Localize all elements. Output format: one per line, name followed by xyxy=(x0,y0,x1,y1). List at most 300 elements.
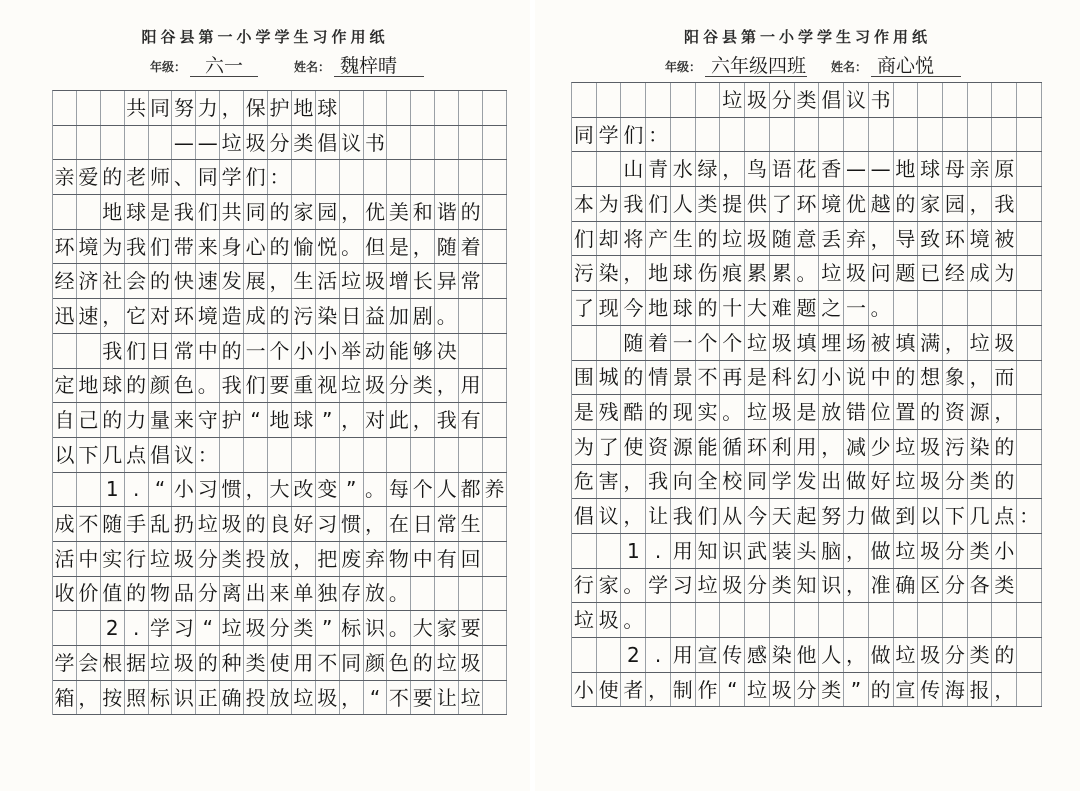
grid-cell: 境 xyxy=(819,187,844,221)
grid-cell xyxy=(483,542,507,576)
grid-cell: 垃 xyxy=(720,222,745,256)
grid-cell: 一 xyxy=(671,326,696,360)
grid-cell xyxy=(483,646,507,680)
grid-cell: 人 xyxy=(671,187,696,221)
grid-cell xyxy=(53,126,77,160)
grid-cell: 剧 xyxy=(411,299,435,333)
grid-cell xyxy=(1017,152,1042,186)
grid-cell: 分 xyxy=(745,569,770,603)
grid-cell: 海 xyxy=(943,673,968,707)
grid-cell: 使 xyxy=(621,430,646,464)
grid-line xyxy=(572,152,1042,187)
grid-cell: 。 xyxy=(340,230,364,264)
grid-cell: 做 xyxy=(869,638,894,672)
grid-cell xyxy=(597,534,622,568)
grid-cell xyxy=(968,291,993,325)
grid-cell xyxy=(844,118,869,152)
grid-cell: 酷 xyxy=(621,395,646,429)
grid-cell: 努 xyxy=(819,499,844,533)
grid-cell: 随 xyxy=(101,507,125,541)
grid-cell: 语 xyxy=(770,152,795,186)
grid-cell: 确 xyxy=(220,681,244,715)
grid-cell xyxy=(918,118,943,152)
grid-cell: “ xyxy=(149,473,173,507)
grid-cell xyxy=(696,603,721,637)
grid-cell xyxy=(483,438,507,472)
grid-cell: 将 xyxy=(621,222,646,256)
grid-cell: 着 xyxy=(646,326,671,360)
grid-cell xyxy=(671,83,696,117)
grid-cell: 亲 xyxy=(968,152,993,186)
grid-cell: 为 xyxy=(101,230,125,264)
grid-cell: 垃 xyxy=(572,603,597,637)
grid-cell xyxy=(364,160,388,194)
grid-cell: 是 xyxy=(572,395,597,429)
grid-cell: 脑 xyxy=(819,534,844,568)
grid-cell xyxy=(77,473,101,507)
grid-cell: 们 xyxy=(196,195,220,229)
grid-cell xyxy=(696,83,721,117)
grid-cell: 丢 xyxy=(819,222,844,256)
grid-cell: 谐 xyxy=(435,195,459,229)
grid-cell: 的 xyxy=(196,646,220,680)
grid-cell: 中 xyxy=(196,334,220,368)
grid-cell xyxy=(483,264,507,298)
grid-cell: 污 xyxy=(572,256,597,290)
grid-cell xyxy=(894,118,919,152)
grid-cell: 好 xyxy=(869,465,894,499)
grid-cell xyxy=(572,83,597,117)
grid-cell: 定 xyxy=(53,369,77,403)
grid-cell: 习 xyxy=(172,611,196,645)
grid-cell: 环 xyxy=(745,430,770,464)
grid-cell: 活 xyxy=(316,264,340,298)
grid-cell xyxy=(340,160,364,194)
grid-cell: ， xyxy=(869,222,894,256)
grid-cell: 环 xyxy=(172,299,196,333)
grid-cell: 各 xyxy=(968,569,993,603)
grid-cell: 独 xyxy=(316,577,340,611)
grid-cell: 垃 xyxy=(745,395,770,429)
grid-cell xyxy=(435,577,459,611)
grid-cell: 变 xyxy=(316,473,340,507)
grid-cell: 本 xyxy=(572,187,597,221)
grid-cell: 书 xyxy=(364,126,388,160)
grid-cell xyxy=(77,334,101,368)
grid-cell: ， xyxy=(77,681,101,715)
grid-cell: ， xyxy=(268,264,292,298)
grid-cell: 做 xyxy=(844,465,869,499)
grid-cell: 分 xyxy=(770,83,795,117)
grid-cell: 爱 xyxy=(77,160,101,194)
grid-cell: 1 xyxy=(621,534,646,568)
grid-cell: 垃 xyxy=(894,430,919,464)
grid-cell: ， xyxy=(720,152,745,186)
grid-cell: 识 xyxy=(720,534,745,568)
grid-cell: 埋 xyxy=(819,326,844,360)
grid-cell: 害 xyxy=(597,465,622,499)
grid-line xyxy=(53,264,507,299)
grid-cell: 少 xyxy=(869,430,894,464)
grid-cell: 圾 xyxy=(364,264,388,298)
grid-cell: 母 xyxy=(943,152,968,186)
grid-cell: 力 xyxy=(844,499,869,533)
grid-cell: 色 xyxy=(387,646,411,680)
grid-cell: 环 xyxy=(943,222,968,256)
grid-cell xyxy=(696,118,721,152)
grid-cell: 水 xyxy=(671,152,696,186)
grid-cell: 类 xyxy=(220,542,244,576)
grid-cell: 却 xyxy=(597,222,622,256)
grid-cell xyxy=(77,611,101,645)
grid-cell: 循 xyxy=(720,430,745,464)
grid-cell: 加 xyxy=(387,299,411,333)
grid-cell: 小 xyxy=(292,334,316,368)
grid-line xyxy=(53,542,507,577)
grid-line xyxy=(572,291,1042,326)
essay-sheet-right xyxy=(535,0,1080,791)
grid-cell: 生 xyxy=(292,264,316,298)
grid-cell: 每 xyxy=(387,473,411,507)
grid-cell: 好 xyxy=(292,507,316,541)
grid-cell: ， xyxy=(340,403,364,437)
grid-cell xyxy=(340,438,364,472)
grid-cell: 为 xyxy=(597,187,622,221)
grid-cell: 染 xyxy=(597,256,622,290)
grid-cell: “ xyxy=(196,611,220,645)
grid-cell xyxy=(483,369,507,403)
grid-cell: 的 xyxy=(992,430,1017,464)
grid-cell xyxy=(819,118,844,152)
grid-line xyxy=(53,646,507,681)
grid-cell: 用 xyxy=(795,430,820,464)
grid-cell: 经 xyxy=(53,264,77,298)
grid-cell xyxy=(1017,222,1042,256)
grid-cell xyxy=(411,126,435,160)
grid-cell: 圾 xyxy=(244,126,268,160)
grid-cell: 们 xyxy=(125,334,149,368)
grid-cell: 弃 xyxy=(844,222,869,256)
grid-cell: 的 xyxy=(101,160,125,194)
grid-cell: 污 xyxy=(943,430,968,464)
grid-cell: 的 xyxy=(125,577,149,611)
grid-cell: 是 xyxy=(149,195,173,229)
grid-cell: 的 xyxy=(459,195,483,229)
grid-cell: 对 xyxy=(149,299,173,333)
grid-cell: 习 xyxy=(316,507,340,541)
grid-cell xyxy=(597,638,622,672)
grid-cell: 垃 xyxy=(968,326,993,360)
grid-cell: 问 xyxy=(869,256,894,290)
grid-cell: 境 xyxy=(77,230,101,264)
grid-line xyxy=(53,611,507,646)
grid-cell: 类 xyxy=(292,611,316,645)
grid-cell: 做 xyxy=(869,534,894,568)
grid-cell: 今 xyxy=(621,291,646,325)
grid-cell: 圾 xyxy=(918,534,943,568)
grid-cell: 2 xyxy=(621,638,646,672)
grid-cell: “ xyxy=(244,403,268,437)
grid-cell: 家 xyxy=(292,195,316,229)
grid-cell: 决 xyxy=(435,334,459,368)
grid-cell: 家 xyxy=(435,611,459,645)
grid-cell: 按 xyxy=(101,681,125,715)
grade-value: 六一 xyxy=(190,56,258,77)
grid-cell: 不 xyxy=(316,646,340,680)
grid-cell: 快 xyxy=(172,264,196,298)
grid-cell xyxy=(411,160,435,194)
grid-cell xyxy=(411,438,435,472)
grid-cell xyxy=(483,230,507,264)
grid-cell: ： xyxy=(268,160,292,194)
grid-cell: 天 xyxy=(770,499,795,533)
grid-cell: 分 xyxy=(943,534,968,568)
grade-value: 六年级四班 xyxy=(705,56,807,77)
grid-cell: 分 xyxy=(196,577,220,611)
grid-cell: 实 xyxy=(101,542,125,576)
grid-line xyxy=(572,534,1042,569)
grid-cell xyxy=(411,577,435,611)
grid-cell: 几 xyxy=(968,499,993,533)
grid-cell: 分 xyxy=(943,465,968,499)
grid-cell: 和 xyxy=(411,195,435,229)
grid-cell: 1 xyxy=(101,473,125,507)
grid-cell: ， xyxy=(992,673,1017,707)
grid-cell xyxy=(483,611,507,645)
grid-cell: 宣 xyxy=(696,638,721,672)
grid-cell: 家 xyxy=(597,569,622,603)
grid-cell: 但 xyxy=(364,230,388,264)
grid-line xyxy=(53,369,507,404)
grid-cell: 被 xyxy=(869,326,894,360)
grid-cell: . xyxy=(125,611,149,645)
grid-cell: 标 xyxy=(340,611,364,645)
grid-cell xyxy=(316,160,340,194)
grid-cell: 圾 xyxy=(720,569,745,603)
grid-cell: ： xyxy=(196,438,220,472)
sheet-meta-row xyxy=(665,56,961,77)
grid-line xyxy=(53,160,507,195)
grid-cell: 垃 xyxy=(720,83,745,117)
grid-cell: 的 xyxy=(696,291,721,325)
grid-line xyxy=(572,638,1042,673)
grid-cell: 圾 xyxy=(597,603,622,637)
grid-line xyxy=(572,118,1042,153)
grid-cell: 他 xyxy=(795,638,820,672)
grid-cell: 老 xyxy=(125,160,149,194)
grid-cell xyxy=(53,611,77,645)
grid-cell: 满 xyxy=(918,326,943,360)
grid-line xyxy=(53,299,507,334)
grid-cell: 出 xyxy=(244,577,268,611)
grid-cell: 危 xyxy=(572,465,597,499)
grid-cell: 放 xyxy=(364,577,388,611)
grid-line xyxy=(572,569,1042,604)
grid-cell: 常 xyxy=(459,264,483,298)
grid-cell: 生 xyxy=(459,507,483,541)
grid-cell: 污 xyxy=(292,299,316,333)
grid-cell: 同 xyxy=(149,91,173,125)
grid-cell: 速 xyxy=(77,299,101,333)
grid-cell: 有 xyxy=(459,403,483,437)
grid-cell xyxy=(1017,603,1042,637)
grid-cell: 环 xyxy=(53,230,77,264)
grid-cell xyxy=(597,326,622,360)
name-value: 魏梓晴 xyxy=(334,56,424,77)
grid-cell xyxy=(1017,465,1042,499)
grid-cell: 累 xyxy=(745,256,770,290)
grid-cell: 题 xyxy=(795,291,820,325)
grid-cell xyxy=(459,91,483,125)
grid-cell: 个 xyxy=(696,326,721,360)
grid-cell: 以 xyxy=(53,438,77,472)
grid-cell: 分 xyxy=(387,369,411,403)
grid-cell: 球 xyxy=(671,256,696,290)
grid-cell: 垃 xyxy=(149,646,173,680)
grid-cell: 垃 xyxy=(435,646,459,680)
grid-cell: 是 xyxy=(745,361,770,395)
grid-cell xyxy=(1017,638,1042,672)
grid-cell: 放 xyxy=(819,395,844,429)
grid-cell: 动 xyxy=(364,334,388,368)
grid-cell: 会 xyxy=(77,646,101,680)
grid-cell: 我 xyxy=(435,403,459,437)
writing-grid xyxy=(52,90,507,715)
grid-cell: ， xyxy=(844,534,869,568)
sheet-meta-row xyxy=(150,56,424,77)
grid-cell: — xyxy=(869,152,894,186)
grid-line xyxy=(572,499,1042,534)
grid-line xyxy=(53,195,507,230)
grid-cell: 圾 xyxy=(770,673,795,707)
grid-cell xyxy=(844,603,869,637)
grid-cell: 。 xyxy=(387,611,411,645)
grid-cell: 全 xyxy=(696,465,721,499)
grid-cell: 把 xyxy=(316,542,340,576)
grid-cell: 们 xyxy=(696,499,721,533)
grid-cell: 地 xyxy=(646,256,671,290)
grid-cell xyxy=(316,438,340,472)
grid-cell: 常 xyxy=(435,507,459,541)
grid-cell: 景 xyxy=(671,361,696,395)
grid-cell: 幻 xyxy=(795,361,820,395)
grid-cell: 使 xyxy=(268,646,292,680)
grid-cell xyxy=(1017,569,1042,603)
grid-cell: 一 xyxy=(244,334,268,368)
grid-cell xyxy=(1017,256,1042,290)
grid-cell xyxy=(795,118,820,152)
grid-cell xyxy=(1017,395,1042,429)
grid-cell xyxy=(918,83,943,117)
grid-cell: 护 xyxy=(220,403,244,437)
grid-cell: 提 xyxy=(720,187,745,221)
grid-cell: 改 xyxy=(292,473,316,507)
grid-cell: — xyxy=(844,152,869,186)
grid-cell xyxy=(992,118,1017,152)
grid-cell xyxy=(483,195,507,229)
grid-cell xyxy=(671,603,696,637)
essay-sheet-left xyxy=(0,0,530,791)
grid-cell: 同 xyxy=(340,646,364,680)
name-label: 姓名： xyxy=(294,60,331,74)
grid-cell xyxy=(435,438,459,472)
grid-cell xyxy=(483,681,507,715)
grid-cell: 校 xyxy=(720,465,745,499)
grid-cell: 保 xyxy=(244,91,268,125)
grid-cell: 据 xyxy=(125,646,149,680)
grid-cell: 习 xyxy=(196,473,220,507)
grid-cell xyxy=(53,334,77,368)
grid-line xyxy=(53,681,507,716)
grid-cell xyxy=(459,126,483,160)
name-value: 商心悦 xyxy=(871,56,961,77)
grid-cell: 类 xyxy=(795,83,820,117)
grid-cell: 行 xyxy=(572,569,597,603)
grid-cell: 到 xyxy=(894,499,919,533)
grid-cell: ， xyxy=(340,195,364,229)
grid-cell: 香 xyxy=(819,152,844,186)
grid-cell: 错 xyxy=(844,395,869,429)
grid-cell: 中 xyxy=(869,361,894,395)
grid-cell: 的 xyxy=(696,222,721,256)
grid-line xyxy=(53,507,507,542)
grid-cell: ， xyxy=(943,326,968,360)
grid-cell: 同 xyxy=(572,118,597,152)
grid-cell: ” xyxy=(340,473,364,507)
grid-cell: 了 xyxy=(770,187,795,221)
grid-cell xyxy=(572,326,597,360)
grid-cell: 做 xyxy=(869,499,894,533)
grid-cell xyxy=(1017,326,1042,360)
grid-cell: 我 xyxy=(646,465,671,499)
grid-cell: 会 xyxy=(125,264,149,298)
grid-cell: 地 xyxy=(646,291,671,325)
grid-cell: 。 xyxy=(196,369,220,403)
grid-cell: 师 xyxy=(149,160,173,194)
grid-cell: 们 xyxy=(149,230,173,264)
grid-cell: 使 xyxy=(597,673,622,707)
grid-cell: 护 xyxy=(268,91,292,125)
grid-cell: 能 xyxy=(387,334,411,368)
grid-cell xyxy=(387,438,411,472)
grid-cell: 成 xyxy=(968,256,993,290)
grid-cell: 倡 xyxy=(149,438,173,472)
grid-cell: 地 xyxy=(894,152,919,186)
grid-cell: 物 xyxy=(149,577,173,611)
grid-line xyxy=(572,256,1042,291)
grid-cell: . xyxy=(125,473,149,507)
grid-cell: “ xyxy=(364,681,388,715)
grid-cell: 类 xyxy=(968,465,993,499)
grid-cell xyxy=(597,83,622,117)
grid-cell xyxy=(918,291,943,325)
grid-cell: 是 xyxy=(387,230,411,264)
grid-cell: 扔 xyxy=(172,507,196,541)
grid-cell: 投 xyxy=(244,681,268,715)
grid-cell xyxy=(77,91,101,125)
grid-cell: 小 xyxy=(819,361,844,395)
grid-cell: 我 xyxy=(621,187,646,221)
grid-cell: 养 xyxy=(483,473,507,507)
grid-cell: 圾 xyxy=(918,430,943,464)
grid-cell: 努 xyxy=(172,91,196,125)
grid-cell: 装 xyxy=(770,534,795,568)
grid-cell: 的 xyxy=(869,673,894,707)
grid-cell: 圾 xyxy=(918,638,943,672)
grid-line xyxy=(572,465,1042,500)
grid-cell: 济 xyxy=(77,264,101,298)
grid-cell: 山 xyxy=(621,152,646,186)
